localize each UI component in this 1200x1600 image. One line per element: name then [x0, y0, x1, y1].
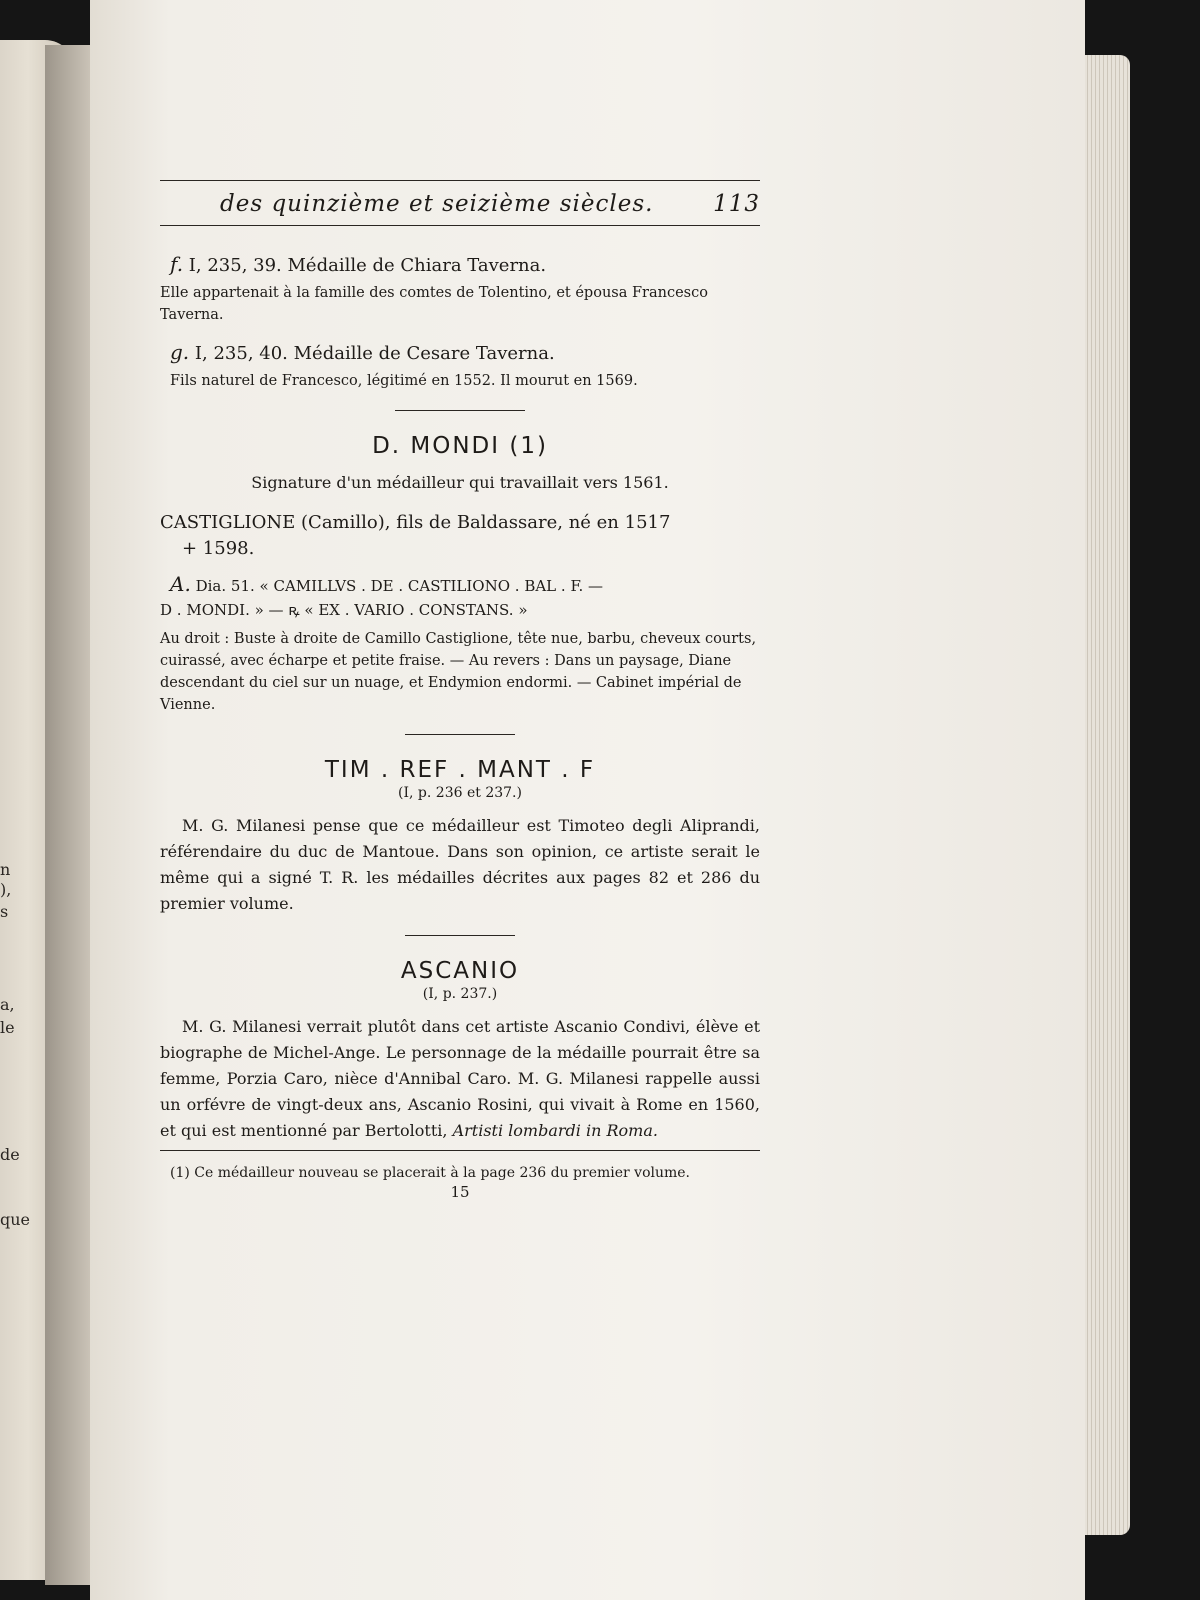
- left-page-fragment: n: [0, 860, 11, 879]
- left-page-fragment: s: [0, 902, 9, 921]
- tim-text: M. G. Milanesi pense que ce médailleur est Timoteo degli Aliprandi, référendaire du duc de Mantoue. Dans son opinion, ce artiste serait le même qui a signé T. R. les médailles décrites aux pages 82 et 286 du premier volume.: [160, 816, 760, 913]
- running-title: des quinzième et seizième siècles.: [220, 191, 654, 217]
- entry-g-sig: g.: [170, 340, 190, 364]
- medal-description: Au droit : Buste à droite de Camillo Castiglione, tête nue, barbu, cheveux courts, cuirassé, avec écharpe et petite fraise. — Au revers : Dans un paysage, Diane descendant du ciel sur un nuage, et Endymion endormi. — Cabinet impérial de Vienne.: [160, 631, 757, 713]
- entry-f-note: Elle appartenait à la famille des comtes de Tolentino, et épousa Francesco Taverna.: [160, 285, 708, 323]
- ascanio-heading: ASCANIO: [400, 958, 520, 984]
- left-page-fragment: que: [0, 1210, 31, 1229]
- castiglione-line-1: CASTIGLIONE (Camillo), fils de Baldassare, né en 1517: [160, 512, 671, 533]
- legend-sig: A.: [170, 572, 191, 596]
- ascanio-text: [160, 1014, 760, 1144]
- medal-legend: [160, 572, 760, 622]
- entry-f-title: Médaille de Chiara Taverna.: [287, 255, 547, 276]
- entry-g: [170, 340, 760, 364]
- page-number: 113: [713, 191, 760, 217]
- mondi-intro: Signature d'un médailleur qui travaillait vers 1561.: [251, 473, 669, 492]
- legend-line-2: D . MONDI. » — ꝶ « EX . VARIO . CONSTANS. »: [160, 601, 528, 619]
- left-page-fragment: a,: [0, 995, 15, 1014]
- page-text-block: [160, 180, 760, 1201]
- section-divider: [405, 935, 515, 936]
- page-stack-edge: [1080, 55, 1130, 1535]
- left-page-fragment: le: [0, 1018, 15, 1037]
- ascanio-ref: (I, p. 237.): [422, 986, 498, 1002]
- running-header: [160, 181, 760, 225]
- entry-g-note: Fils naturel de Francesco, légitimé en 1552. Il mourut en 1569.: [170, 373, 638, 389]
- castiglione-entry: [160, 510, 760, 562]
- legend-line-1: Dia. 51. « CAMILLVS . DE . CASTILIONO . BAL . F. —: [195, 577, 604, 595]
- header-bottom-rule: [160, 225, 760, 226]
- entry-f-ref: I, 235, 39.: [188, 255, 282, 276]
- entry-f-sig: f.: [170, 252, 184, 276]
- castiglione-line-2: + 1598.: [182, 538, 255, 559]
- tim-heading: TIM . REF . MANT . F: [324, 757, 596, 783]
- tim-ref: (I, p. 236 et 237.): [398, 785, 522, 801]
- entry-g-title: Médaille de Cesare Taverna.: [293, 343, 555, 364]
- left-page-fragment: ),: [0, 880, 12, 899]
- book-gutter: [45, 45, 95, 1585]
- section-divider: [405, 734, 515, 735]
- footnote-rule: [160, 1150, 760, 1151]
- signature-mark: 15: [450, 1183, 470, 1201]
- left-page-fragment: de: [0, 1145, 20, 1164]
- footnote: (1) Ce médailleur nouveau se placerait à la page 236 du premier volume.: [170, 1165, 691, 1181]
- ascanio-text-body: M. G. Milanesi verrait plutôt dans cet artiste Ascanio Condivi, élève et biographe de Michel-Ange. Le personnage de la médaille pourrait être sa femme, Porzia Caro, nièce d'Annibal Caro. M. G. Milanesi rappelle aussi un orfévre de vingt-deux ans, Ascanio Rosini, qui vivait à Rome en 1560, et qui est mentionné par Bertolotti,: [160, 1017, 760, 1140]
- mondi-heading: D. MONDI (1): [372, 433, 548, 459]
- entry-g-ref: I, 235, 40.: [194, 343, 288, 364]
- entry-f: [170, 252, 760, 276]
- section-divider: [395, 410, 525, 411]
- ascanio-text-italic: Artisti lombardi in Roma.: [452, 1121, 658, 1140]
